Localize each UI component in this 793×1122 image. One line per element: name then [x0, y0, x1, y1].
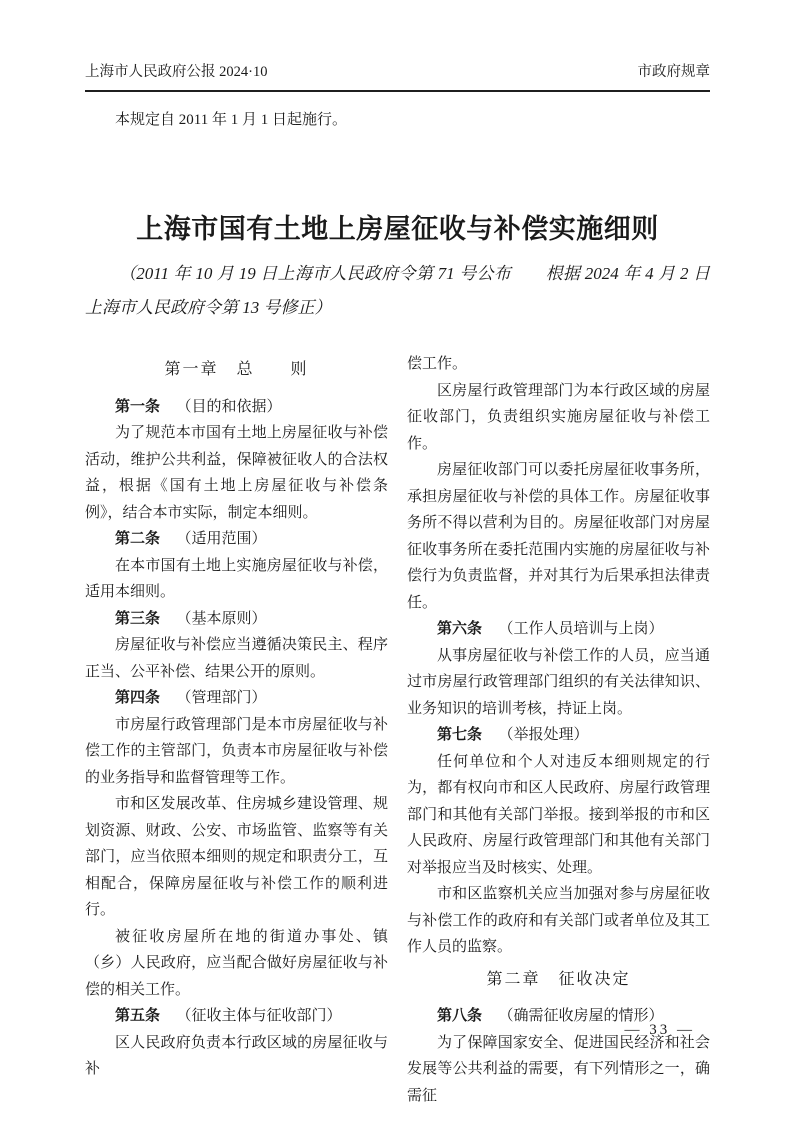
body-paragraph: 为了保障国家安全、促进国民经济和社会发展等公共利益的需要，有下列情形之一，确需征: [407, 1034, 710, 1104]
page-header: [85, 62, 710, 92]
article-heading: [85, 526, 388, 553]
body-paragraph: 区人民政府负责本行政区域的房屋征收与补: [85, 1034, 388, 1077]
article-title: （举报处理）: [498, 727, 589, 743]
article-title: （管理部门）: [176, 690, 267, 706]
article-title: （目的和依据）: [176, 398, 282, 415]
previous-regulation-effective-note: 本规定自 2011 年 1 月 1 日起施行。: [115, 112, 347, 128]
body-paragraph: 市和区监察机关应当加强对参与房屋征收与补偿工作的政府和有关部门或者单位及其工作人员的监察。: [407, 886, 710, 955]
chapter-heading: 第二章 征收决定: [486, 970, 631, 988]
article-heading: [85, 685, 388, 712]
body-paragraph: 偿工作。: [407, 356, 468, 372]
article-number: 第六条: [437, 620, 483, 637]
body-paragraph: 任何单位和个人对违反本细则规定的行为，都有权向市和区人民政府、房屋行政管理部门和其他有关部门举报。接到举报的市和区人民政府、房屋行政管理部门和其他有关部门对举报应当及时核实、处理。: [407, 753, 710, 876]
article-number: 第七条: [437, 726, 483, 743]
article-heading: [407, 616, 710, 643]
article-heading: [85, 606, 388, 633]
body-paragraph: 区房屋行政管理部门为本行政区域的房屋征收部门，负责组织实施房屋征收与补偿工作。: [407, 382, 710, 452]
body-paragraph: 房屋征收与补偿应当遵循决策民主、程序正当、公平补偿、结果公开的原则。: [85, 637, 388, 680]
regulation-promulgation-note: （2011 年 10 月 19 日上海市人民政府令第 71 号公布 根据 2024 年 4 月 2 日上海市人民政府令第 13 号修正）: [85, 264, 710, 317]
article-title: （适用范围）: [176, 531, 267, 547]
body-paragraph: 被征收房屋所在地的街道办事处、镇（乡）人民政府，应当配合做好房屋征收与补偿的相关工作。: [85, 928, 388, 998]
body-paragraph: 市和区发展改革、住房城乡建设管理、规划资源、财政、公安、市场监管、监察等有关部门，应当依照本细则的规定和职责分工，互相配合，保障房屋征收与补偿工作的顺利进行。: [85, 796, 388, 918]
body-paragraph: 在本市国有土地上实施房屋征收与补偿，适用本细则。: [85, 557, 388, 600]
regulation-title: 上海市国有土地上房屋征收与补偿实施细则: [136, 214, 659, 244]
article-number: 第五条: [115, 1007, 161, 1024]
article-title: （征收主体与征收部门）: [176, 1008, 342, 1024]
body-paragraph: 房屋征收部门可以委托房屋征收事务所，承担房屋征收与补偿的具体工作。房屋征收事务所不得以营利为目的。房屋征收部门对房屋征收事务所在委托范围内实施的房屋征收与补偿行为负责监督，并对其行为后果承担法律责任。: [407, 462, 710, 611]
body-paragraph: 为了规范本市国有土地上房屋征收与补偿活动，维护公共利益，保障被征收人的合法权益，根据《国有土地上房屋征收与补偿条例》，结合本市实际，制定本细则。: [85, 425, 388, 521]
body-paragraph: 市房屋行政管理部门是本市房屋征收与补偿工作的主管部门，负责本市房屋征收与补偿的业务指导和监督管理等工作。: [85, 716, 388, 786]
article-number: 第四条: [115, 689, 161, 706]
article-title: （基本原则）: [176, 610, 267, 627]
two-column-body: [85, 351, 710, 1109]
article-title: （确需征收房屋的情形）: [498, 1008, 664, 1024]
header-section-label: 市政府规章: [637, 64, 710, 80]
article-heading: [85, 1003, 388, 1030]
article-number: 第一条: [115, 397, 161, 415]
header-gazette-title: 上海市人民政府公报 2024·10: [85, 64, 268, 80]
article-number: 第三条: [115, 609, 161, 627]
column-right: [407, 351, 710, 1109]
article-heading: [85, 394, 388, 421]
article-heading: [407, 722, 710, 749]
article-number: 第八条: [437, 1007, 483, 1024]
page-number: — 33 —: [624, 1022, 695, 1038]
body-paragraph: 从事房屋征收与补偿工作的人员，应当通过市房屋行政管理部门组织的有关法律知识、业务知识的培训考核，持证上岗。: [407, 647, 710, 717]
article-title: （工作人员培训与上岗）: [498, 621, 664, 637]
column-left: [85, 351, 388, 1109]
chapter-heading: 第一章 总 则: [164, 361, 309, 378]
article-number: 第二条: [115, 530, 161, 547]
